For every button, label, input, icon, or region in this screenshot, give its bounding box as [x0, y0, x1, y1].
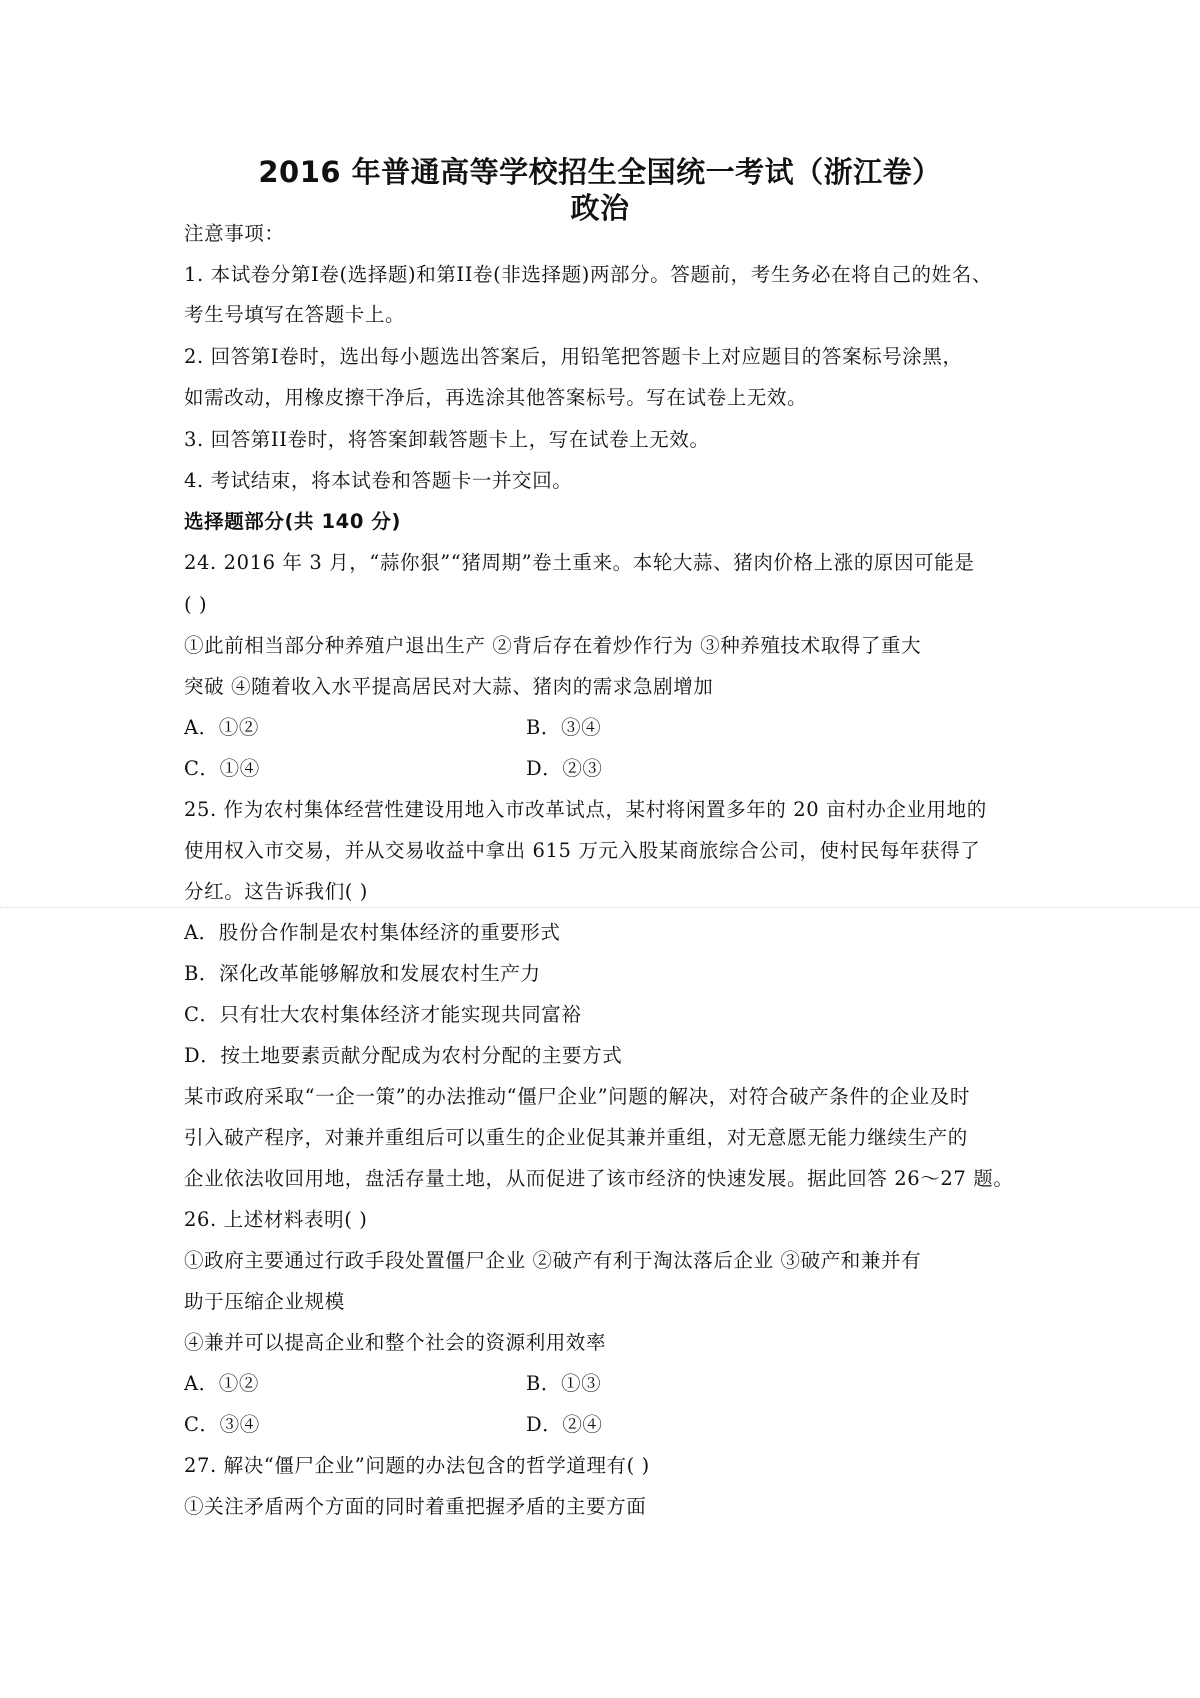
q24-option-c: C．①④ [184, 757, 260, 780]
q24-stem-line-1: 24. 2016 年 3 月，“蒜你狠”“猪周期”卷土重来。本轮大蒜、猪肉价格上涨的原因可能是 [184, 551, 975, 574]
q26-option-a: A．①② [184, 1372, 259, 1395]
q26-option-d: D．②④ [526, 1413, 603, 1436]
notice-item-1-line-2: 考生号填写在答题卡上。 [184, 303, 406, 326]
q26-option-c: C．③④ [184, 1413, 260, 1436]
q25-stem-line-3: 分红。这告诉我们( ) [184, 880, 369, 903]
page-divider [0, 907, 1200, 908]
q25-option-d: D．按土地要素贡献分配成为农村分配的主要方式 [184, 1044, 623, 1067]
q27-item-1: ①关注矛盾两个方面的同时着重把握矛盾的主要方面 [184, 1495, 647, 1518]
q24-stem-line-2: ( ) [184, 593, 208, 616]
notice-item-1-line-1: 1. 本试卷分第I卷(选择题)和第II卷(非选择题)两部分。答题前，考生务必在将自己的姓名、 [184, 263, 992, 286]
q24-items-line-1: ①此前相当部分种养殖户退出生产 ②背后存在着炒作行为 ③种养殖技术取得了重大 [184, 634, 922, 657]
q26-stem: 26. 上述材料表明( ) [184, 1208, 368, 1231]
q24-items-line-2: 突破 ④随着收入水平提高居民对大蒜、猪肉的需求急剧增加 [184, 675, 714, 698]
material-line-3: 企业依法收回用地，盘活存量土地，从而促进了该市经济的快速发展。据此回答 26～27 题。 [184, 1167, 1014, 1190]
q24-option-d: D．②③ [526, 757, 603, 780]
q25-stem-line-2: 使用权入市交易，并从交易收益中拿出 615 万元入股某商旅综合公司，使村民每年获得了 [184, 839, 981, 862]
material-line-1: 某市政府采取“一企一策”的办法推动“僵尸企业”问题的解决，对符合破产条件的企业及时 [184, 1085, 970, 1108]
notice-item-3: 3. 回答第II卷时，将答案卸载答题卡上，写在试卷上无效。 [184, 428, 710, 451]
q27-stem: 27. 解决“僵尸企业”问题的办法包含的哲学道理有( ) [184, 1454, 650, 1477]
notice-item-2-line-1: 2. 回答第I卷时，选出每小题选出答案后，用铅笔把答题卡上对应题目的答案标号涂黑， [184, 345, 963, 368]
q24-option-a: A．①② [184, 716, 259, 739]
q26-items-line-3: ④兼并可以提高企业和整个社会的资源利用效率 [184, 1331, 607, 1354]
section-heading: 选择题部分(共 140 分) [184, 510, 402, 533]
q24-option-b: B．③④ [526, 716, 602, 739]
q25-option-a: A．股份合作制是农村集体经济的重要形式 [184, 921, 561, 944]
material-line-2: 引入破产程序，对兼并重组后可以重生的企业促其兼并重组，对无意愿无能力继续生产的 [184, 1126, 968, 1149]
exam-subject: 政治 [570, 191, 630, 225]
notice-item-2-line-2: 如需改动，用橡皮擦干净后，再选涂其他答案标号。写在试卷上无效。 [184, 386, 808, 409]
q25-stem-line-1: 25. 作为农村集体经营性建设用地入市改革试点，某村将闲置多年的 20 亩村办企业用地的 [184, 798, 987, 821]
notice-item-4: 4. 考试结束，将本试卷和答题卡一并交回。 [184, 469, 573, 492]
q26-items-line-1: ①政府主要通过行政手段处置僵尸企业 ②破产有利于淘汰落后企业 ③破产和兼并有 [184, 1249, 922, 1272]
notice-heading: 注意事项： [184, 222, 285, 245]
q25-option-b: B．深化改革能够解放和发展农村生产力 [184, 962, 541, 985]
q26-items-line-2: 助于压缩企业规模 [184, 1290, 345, 1313]
q26-option-b: B．①③ [526, 1372, 602, 1395]
exam-title: 2016 年普通高等学校招生全国统一考试（浙江卷） [258, 155, 942, 189]
q25-option-c: C．只有壮大农村集体经济才能实现共同富裕 [184, 1003, 582, 1026]
